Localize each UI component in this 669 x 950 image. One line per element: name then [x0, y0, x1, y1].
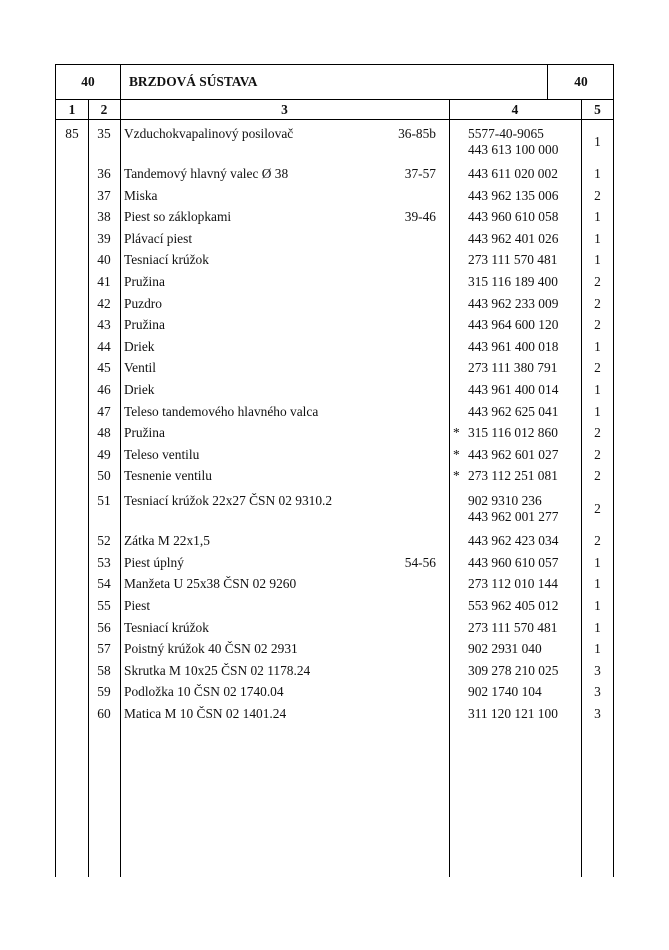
row-part-number: 443 962 601 027 [468, 447, 559, 462]
group-number-right: 40 [574, 74, 588, 89]
row-position: 38 [97, 209, 111, 224]
row-part-number-alt: 443 613 100 000 [468, 142, 559, 157]
row-star-marker: * [453, 447, 460, 462]
row-star-marker: * [453, 468, 460, 483]
row-position: 46 [97, 382, 111, 397]
row-quantity: 1 [594, 555, 601, 570]
row-position: 59 [97, 684, 111, 699]
column-header-4: 4 [511, 102, 519, 117]
row-part-name: Ventil [124, 360, 156, 375]
column-header-1: 1 [68, 102, 76, 117]
column-header-2: 2 [100, 102, 108, 117]
row-part-name: Plávací piest [124, 231, 193, 246]
row-reference: 36-85b [398, 126, 436, 141]
row-quantity: 3 [594, 706, 601, 721]
row-position: 57 [97, 641, 111, 656]
row-position: 41 [97, 274, 111, 289]
row-position: 43 [97, 317, 111, 332]
row-position: 36 [97, 166, 111, 181]
row-part-name: Vzduchokvapalinový posilovač [124, 126, 294, 141]
row-quantity: 1 [594, 134, 601, 149]
row-position: 58 [97, 663, 111, 678]
row-position: 53 [97, 555, 111, 570]
row-part-name: Zátka M 22x1,5 [124, 533, 210, 548]
row-position: 60 [97, 706, 111, 721]
row-part-name: Piest [124, 598, 151, 613]
row-part-name: Tesniací krúžok [124, 252, 209, 267]
row-part-number: 273 111 570 481 [468, 620, 558, 635]
row-star-marker: * [453, 425, 460, 440]
row-part-number: 311 120 121 100 [468, 706, 558, 721]
column-header-5: 5 [594, 102, 601, 117]
row-part-name: Driek [124, 339, 155, 354]
row-part-name: Tesniací krúžok [124, 620, 209, 635]
row-part-number: 443 960 610 058 [468, 209, 559, 224]
row-part-number: 273 111 380 791 [468, 360, 558, 375]
row-part-name: Manžeta U 25x38 ČSN 02 9260 [124, 576, 297, 591]
row-position: 56 [97, 620, 111, 635]
header-left-divider [120, 64, 121, 100]
row-position: 49 [97, 447, 111, 462]
header-divider [55, 99, 614, 100]
column-divider-2 [120, 99, 121, 877]
row-quantity: 2 [594, 533, 601, 548]
page-title: BRZDOVÁ SÚSTAVA [129, 74, 258, 89]
row-part-number: 902 1740 104 [468, 684, 542, 699]
row-position: 40 [97, 252, 111, 267]
row-part-number: 273 111 570 481 [468, 252, 558, 267]
row-position: 47 [97, 404, 111, 419]
row-quantity: 1 [594, 252, 601, 267]
row-part-number: 902 9310 236 [468, 493, 542, 508]
row-quantity: 1 [594, 166, 601, 181]
column-number-divider [55, 119, 614, 120]
row-position: 51 [97, 493, 111, 508]
row-part-name: Matica M 10 ČSN 02 1401.24 [124, 706, 287, 721]
column-header-3: 3 [281, 102, 288, 117]
row-part-name: Tesnenie ventilu [124, 468, 212, 483]
row-part-name: Piest so záklopkami [124, 209, 232, 224]
row-part-name: Driek [124, 382, 155, 397]
row-part-number: 5577-40-9065 [468, 126, 544, 141]
row-position: 55 [97, 598, 111, 613]
row-part-name: Tandemový hlavný valec Ø 38 [124, 166, 289, 181]
row-part-name: Teleso tandemového hlavného valca [124, 404, 319, 419]
row-part-name: Pružina [124, 317, 165, 332]
row-part-number: 443 960 610 057 [468, 555, 559, 570]
row-part-number: 443 962 401 026 [468, 231, 559, 246]
row-part-number: 553 962 405 012 [468, 598, 559, 613]
row-quantity: 2 [594, 360, 601, 375]
row-position: 54 [97, 576, 111, 591]
row-part-number: 315 116 189 400 [468, 274, 558, 289]
group-number-left: 40 [81, 74, 95, 89]
row-quantity: 3 [594, 663, 601, 678]
row-quantity: 1 [594, 598, 601, 613]
row-quantity: 2 [594, 296, 601, 311]
row-quantity: 3 [594, 684, 601, 699]
row-part-number: 273 112 010 144 [468, 576, 558, 591]
row-group-number: 85 [65, 126, 79, 141]
row-reference: 54-56 [404, 555, 436, 570]
row-position: 52 [97, 533, 111, 548]
row-part-number: 315 116 012 860 [468, 425, 558, 440]
row-part-name: Piest úplný [124, 555, 184, 570]
row-part-name: Teleso ventilu [124, 447, 200, 462]
row-position: 42 [97, 296, 111, 311]
row-part-name: Pružina [124, 274, 165, 289]
row-quantity: 1 [594, 641, 601, 656]
row-quantity: 1 [594, 209, 601, 224]
row-quantity: 1 [594, 382, 601, 397]
row-quantity: 2 [594, 274, 601, 289]
row-part-name: Pružina [124, 425, 165, 440]
row-quantity: 2 [594, 468, 601, 483]
row-quantity: 1 [594, 576, 601, 591]
row-position: 44 [97, 339, 111, 354]
row-position: 48 [97, 425, 111, 440]
row-part-number: 443 611 020 002 [468, 166, 558, 181]
row-quantity: 2 [594, 447, 601, 462]
row-quantity: 1 [594, 231, 601, 246]
row-quantity: 2 [594, 188, 601, 203]
row-part-number: 443 961 400 018 [468, 339, 559, 354]
row-part-number: 443 962 233 009 [468, 296, 559, 311]
row-part-number: 443 962 423 034 [468, 533, 559, 548]
row-position: 50 [97, 468, 111, 483]
row-part-number: 443 964 600 120 [468, 317, 559, 332]
row-part-name: Tesniací krúžok 22x27 ČSN 02 9310.2 [124, 493, 333, 508]
row-part-name: Poistný krúžok 40 ČSN 02 2931 [124, 641, 298, 656]
row-part-number: 902 2931 040 [468, 641, 542, 656]
row-part-number: 443 961 400 014 [468, 382, 559, 397]
row-position: 45 [97, 360, 111, 375]
row-position: 35 [97, 126, 111, 141]
row-quantity: 2 [594, 317, 601, 332]
row-part-number-alt: 443 962 001 277 [468, 509, 559, 524]
row-position: 39 [97, 231, 111, 246]
row-part-name: Podložka 10 ČSN 02 1740.04 [124, 684, 284, 699]
row-part-number: 443 962 625 041 [468, 404, 559, 419]
row-part-number: 273 112 251 081 [468, 468, 558, 483]
row-quantity: 1 [594, 339, 601, 354]
row-quantity: 2 [594, 501, 601, 516]
row-part-number: 443 962 135 006 [468, 188, 559, 203]
row-part-name: Puzdro [124, 296, 162, 311]
row-part-name: Miska [124, 188, 158, 203]
column-divider-3 [449, 99, 450, 877]
row-quantity: 1 [594, 404, 601, 419]
row-quantity: 2 [594, 425, 601, 440]
row-part-number: 309 278 210 025 [468, 663, 559, 678]
row-reference: 39-46 [404, 209, 436, 224]
row-quantity: 1 [594, 620, 601, 635]
row-position: 37 [97, 188, 111, 203]
row-reference: 37-57 [404, 166, 436, 181]
row-part-name: Skrutka M 10x25 ČSN 02 1178.24 [124, 663, 311, 678]
